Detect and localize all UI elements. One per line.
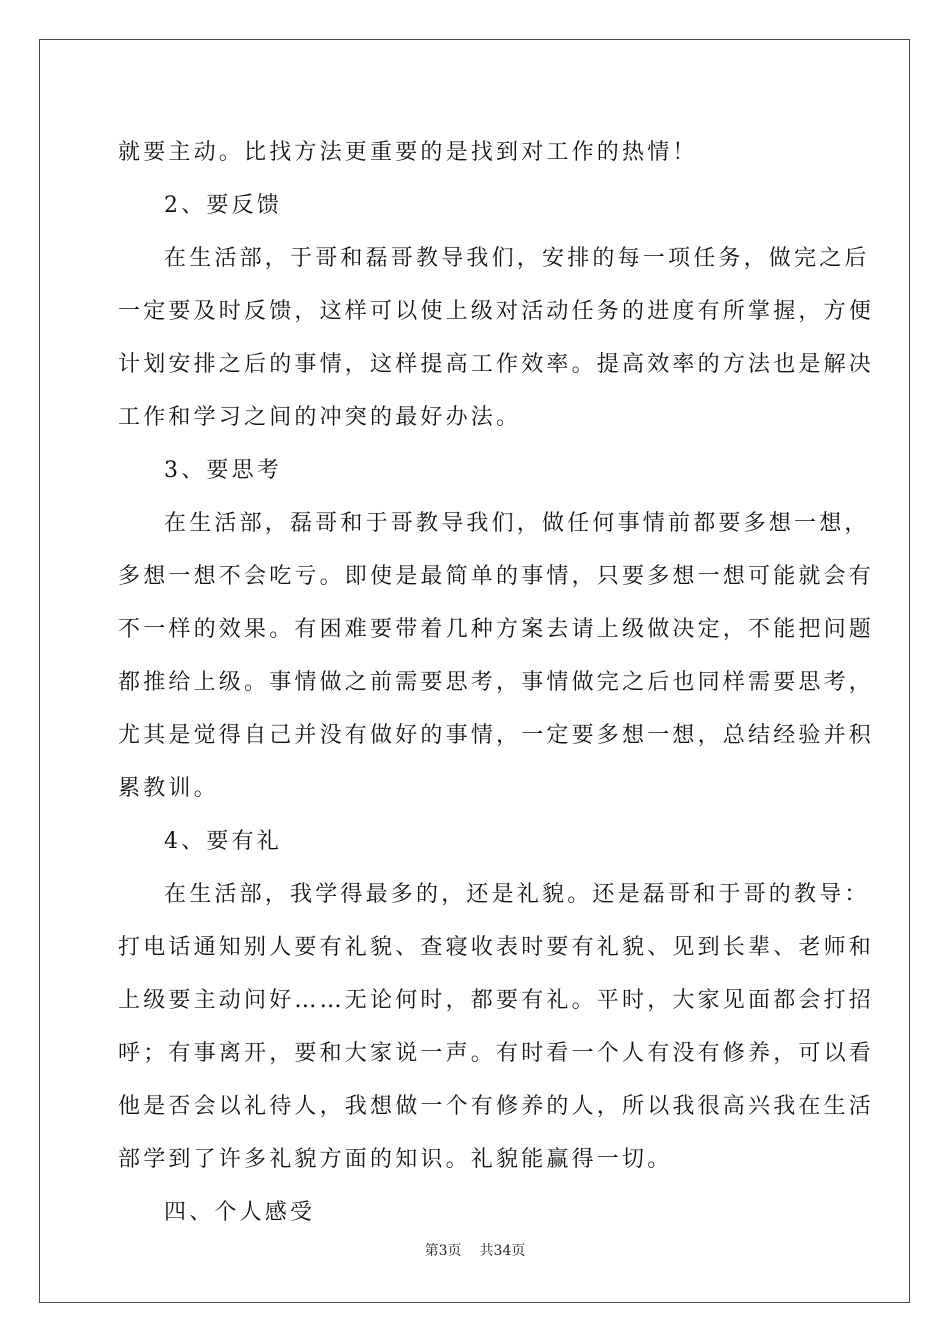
text-line: 计划安排之后的事情，这样提高工作效率。提高效率的方法也是解决 [118,352,875,377]
text-line: 都推给上级。事情做之前需要思考，事情做完之后也同样需要思考， [118,670,875,695]
text-line: 不一样的效果。有困难要带着几种方案去请上级做决定，不能把问题 [118,617,875,642]
section-heading: 四、个人感受 [164,1200,316,1225]
text-line: 在生活部，我学得最多的，还是礼貌。还是磊哥和于哥的教导： [164,882,870,907]
page-total: 共34页 [479,1243,526,1259]
text-line: 在生活部，磊哥和于哥教导我们，做任何事情前都要多想一想， [164,511,870,536]
section-heading: 2、要反馈 [164,193,282,218]
text-line: 一定要及时反馈，这样可以使上级对活动任务的进度有所掌握，方便 [118,299,875,324]
text-line: 工作和学习之间的冲突的最好办法。 [118,405,522,430]
text-line: 上级要主动问好……无论何时，都要有礼。平时，大家见面都会打招 [118,988,875,1013]
text-line: 多想一想不会吃亏。即使是最简单的事情，只要多想一想可能就会有 [118,564,875,589]
text-line: 部学到了许多礼貌方面的知识。礼貌能赢得一切。 [118,1147,673,1172]
text-line: 打电话通知别人要有礼貌、查寝收表时要有礼貌、见到长辈、老师和 [118,935,875,960]
document-body [118,126,875,1239]
text-line: 他是否会以礼待人，我想做一个有修养的人，所以我很高兴我在生活 [118,1094,875,1119]
text-line: 呼；有事离开，要和大家说一声。有时看一个人有没有修养，可以看 [118,1041,875,1066]
text-line: 累教训。 [118,776,219,801]
section-heading: 4、要有礼 [164,829,282,854]
text-line: 在生活部，于哥和磊哥教导我们，安排的每一项任务，做完之后 [164,246,870,271]
page-number: 第3页 [424,1243,462,1259]
text-line: 尤其是觉得自己并没有做好的事情，一定要多想一想，总结经验并积 [118,723,875,748]
text-line: 就要主动。比找方法更重要的是找到对工作的热情！ [118,140,698,165]
section-heading: 3、要思考 [164,458,282,483]
page-footer [0,1240,950,1260]
